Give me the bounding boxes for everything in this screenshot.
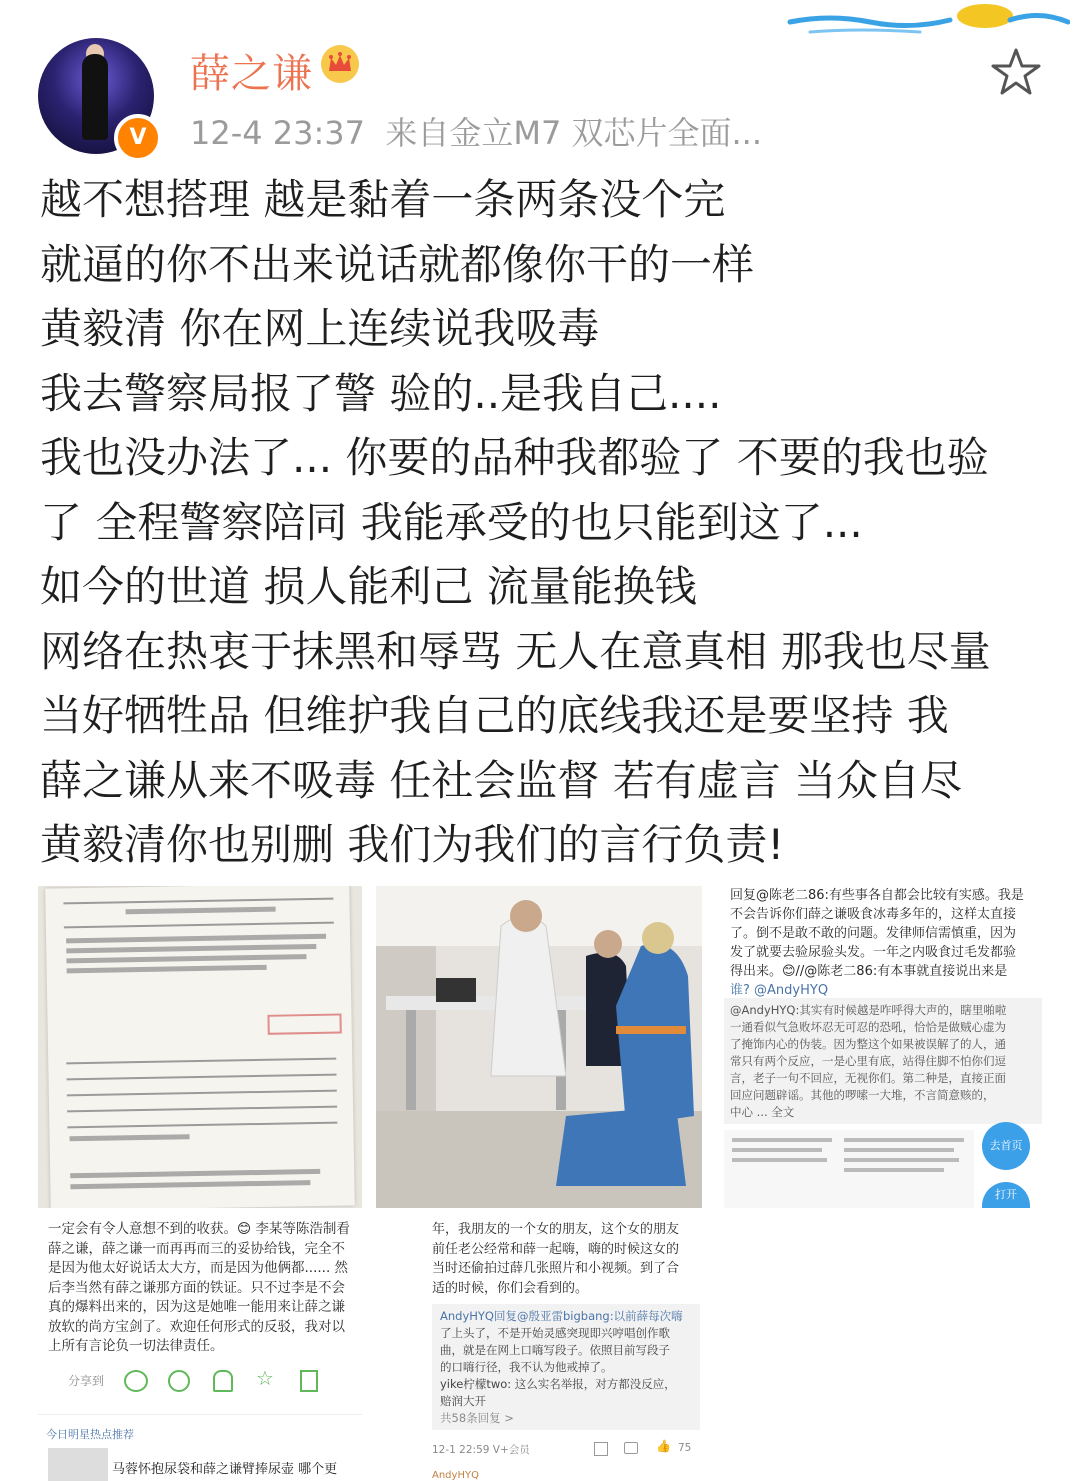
doc-text: [70, 1134, 190, 1141]
text-line: 上所有言论负一切法律责任。: [48, 1338, 224, 1354]
quote-line: 中心 ... 全文: [730, 1105, 795, 1119]
post-source: 来自金立M7 双芯片全面...: [385, 114, 763, 152]
doc-text: [66, 954, 306, 963]
doc-rule: [67, 1074, 337, 1081]
doc-rule: [63, 898, 333, 905]
post-line: 黄毅清 你在网上连续说我吸毒: [40, 304, 600, 353]
hot-item-title[interactable]: 马蓉怀抱尿袋和薛之谦臂捧尿壶 哪个更: [112, 1462, 338, 1477]
reply-line: 了。倒不是敢不敢的问题。发律师信需慎重，因为: [730, 926, 1017, 941]
reply-count[interactable]: 共58条回复 >: [440, 1411, 514, 1425]
next-commenter[interactable]: AndyHYQ: [432, 1470, 479, 1481]
post-line: 薛之谦从来不吸毒 任社会监督 若有虚言 当众自尽: [40, 755, 963, 805]
qq-share-icon[interactable]: [213, 1370, 233, 1392]
reply-line: 了上头了，不是开始灵感突现即兴哼唱创作歌: [440, 1326, 670, 1340]
embedded-text: [844, 1138, 964, 1142]
post-line: 我去警察局报了警 验的..是我自己....: [40, 368, 722, 418]
doc-text: [126, 907, 276, 915]
thread-text: [432, 1220, 700, 1298]
quote-line: 回应问题辟谣。其他的啰嗦一大堆，不言简意赅的，: [730, 1088, 995, 1102]
copy-link-icon[interactable]: [300, 1370, 318, 1392]
doc-text: [66, 944, 316, 953]
embedded-text: [732, 1158, 827, 1162]
open-button[interactable]: 打开: [982, 1182, 1030, 1208]
repost-icon[interactable]: [594, 1442, 608, 1456]
text-line: 后李当然有薛之谦那方面的铁证。只不过李是不会: [48, 1279, 345, 1296]
thread-time: 12-1 22:59 V+会员: [432, 1444, 530, 1456]
reply-line: yike柠檬two: 这么实名举报，对方都没反应，: [440, 1377, 676, 1391]
image-reply-thread[interactable]: [424, 1218, 702, 1481]
doc-rule: [67, 1106, 337, 1113]
doc-rule: [67, 1090, 337, 1097]
like-count: 75: [678, 1442, 692, 1454]
doc-rule: [67, 1122, 337, 1129]
doc-text: [70, 1180, 310, 1189]
go-home-button[interactable]: 去首页: [982, 1122, 1030, 1170]
embedded-text: [844, 1158, 959, 1162]
quote-line: 一通看似气急败坏忍无可忍的恐吼，恰恰是做贼心虚为: [730, 1020, 1006, 1034]
post-line: 了 全程警察陪同 我能承受的也只能到这了...: [40, 497, 863, 547]
text-line: 一定会有令人意想不到的收获。😊 李某等陈浩制看: [48, 1221, 350, 1237]
image-police-station-photo[interactable]: [376, 886, 702, 1208]
text-line: 真的爆料出来的，因为这是她唯一能用来让薛之谦: [48, 1299, 345, 1315]
embedded-text: [844, 1168, 944, 1172]
reply-line: 得出来。😊//@陈老二86:有本事就直接说出来是: [730, 964, 1008, 979]
post-text: [40, 168, 1050, 878]
document-paper: [45, 886, 355, 1208]
thread-line: 年，我朋友的一个女的朋友，这个女的朋友: [432, 1222, 680, 1237]
avatar-figure: [82, 54, 108, 140]
moments-share-icon[interactable]: [168, 1370, 190, 1392]
doc-text: [67, 965, 267, 973]
reply-text: [730, 886, 1040, 1000]
reply-box: [432, 1304, 700, 1430]
thread-line: 适的时候，你们会看到的。: [432, 1280, 589, 1296]
text-line: 放软的尚方宝剑了。欢迎任何形式的反驳，我对以: [48, 1318, 345, 1335]
quote-line: 常只有两个反应，一是心里有底，站得住脚不怕你们逗: [730, 1054, 1006, 1068]
post-line: 就逼的你不出来说话就都像你干的一样: [40, 239, 755, 289]
text-line: 是因为他太好说话太大方，而是因为他俩都...... 然: [48, 1260, 349, 1276]
quote-line: 言，老子一句不回应，无视你们。第二种是，直接正面: [730, 1071, 1006, 1085]
verified-v-icon: V: [114, 114, 162, 162]
doc-rule: [66, 1058, 336, 1065]
hot-topics-label: 今日明星热点推荐: [46, 1428, 134, 1441]
favorite-star-icon[interactable]: [990, 46, 1042, 98]
thread-line: 当时还偷拍过薛几张照片和小视频。到了合: [432, 1261, 680, 1276]
embedded-text: [732, 1138, 832, 1142]
post-line: 网络在热衷于抹黑和辱骂 无人在意真相 那我也尽量: [40, 626, 991, 676]
quote-line: @AndyHYQ:其实有时候越是咋呼得大声的，瞎里啪啦: [730, 1003, 1007, 1017]
quote-line: 了掩饰内心的伪装。因为整这个如果被误解了的人，通: [730, 1037, 1006, 1051]
post-time: 12-4 23:37: [190, 114, 366, 152]
reply-line: 回复@陈老二86:有些事各自都会比较有实感。我是: [730, 888, 1024, 903]
quoted-comment: [724, 998, 1042, 1124]
thread-line: 前任老公经常和薛一起嗨，嗨的时候这女的: [432, 1241, 680, 1257]
reply-line: 的口嗨行径，我不认为他戒掉了。: [440, 1360, 613, 1374]
image-police-report[interactable]: [38, 886, 362, 1208]
embedded-screenshot: [724, 1130, 974, 1208]
share-label: 分享到: [68, 1374, 105, 1388]
reply-line: 不会告诉你们薛之谦吸食冰毒多年的，这样太直接: [730, 907, 1017, 922]
reply-line: AndyHYQ回复@殷亚雷bigbang:以前薛每次嗨: [440, 1309, 683, 1323]
post-line: 我也没办法了... 你要的品种我都验了 不要的我也验: [40, 433, 989, 482]
post-line: 当好牺牲品 但维护我自己的底线我还是要坚持 我: [40, 691, 949, 740]
post-meta: [190, 108, 762, 154]
text-line: 薛之谦，薛之谦一而再再而三的妥协给钱，完全不: [48, 1240, 345, 1257]
reply-line: 赔润大开: [440, 1394, 486, 1408]
reply-line: 谁? @AndyHYQ: [730, 983, 829, 998]
splash-decoration: [770, 0, 1070, 40]
post-line: 越不想搭理 越是黏着一条两条没个完: [40, 175, 726, 224]
doc-rule: [64, 922, 334, 929]
like-icon[interactable]: 👍: [656, 1439, 671, 1453]
username[interactable]: 薛之谦: [190, 51, 313, 97]
post-line: 如今的世道 损人能利己 流量能换钱: [40, 562, 697, 611]
hot-thumbnail[interactable]: [48, 1448, 108, 1481]
screenshot-text: [48, 1220, 358, 1357]
divider: [38, 1414, 362, 1415]
doc-text: [70, 1169, 320, 1178]
doc-stamp: [267, 1014, 341, 1035]
crown-icon: [320, 44, 360, 84]
reply-line: 曲，就是在网上口嗨写段子。依照目前写段子: [440, 1343, 670, 1357]
image-comment-screenshot[interactable]: [724, 886, 1042, 1208]
image-text-screenshot[interactable]: [38, 1218, 362, 1481]
embedded-text: [844, 1148, 954, 1152]
qzone-share-icon[interactable]: ☆: [256, 1366, 274, 1390]
comment-icon[interactable]: [624, 1442, 638, 1454]
doc-text: [66, 934, 326, 944]
reply-line: 发了就要去验尿验头发。一年之内吸食过毛发都验: [730, 945, 1017, 960]
post-line: 黄毅清你也别删 我们为我们的言行负责!: [40, 820, 785, 869]
wechat-share-icon[interactable]: [124, 1370, 148, 1392]
embedded-text: [732, 1148, 822, 1152]
